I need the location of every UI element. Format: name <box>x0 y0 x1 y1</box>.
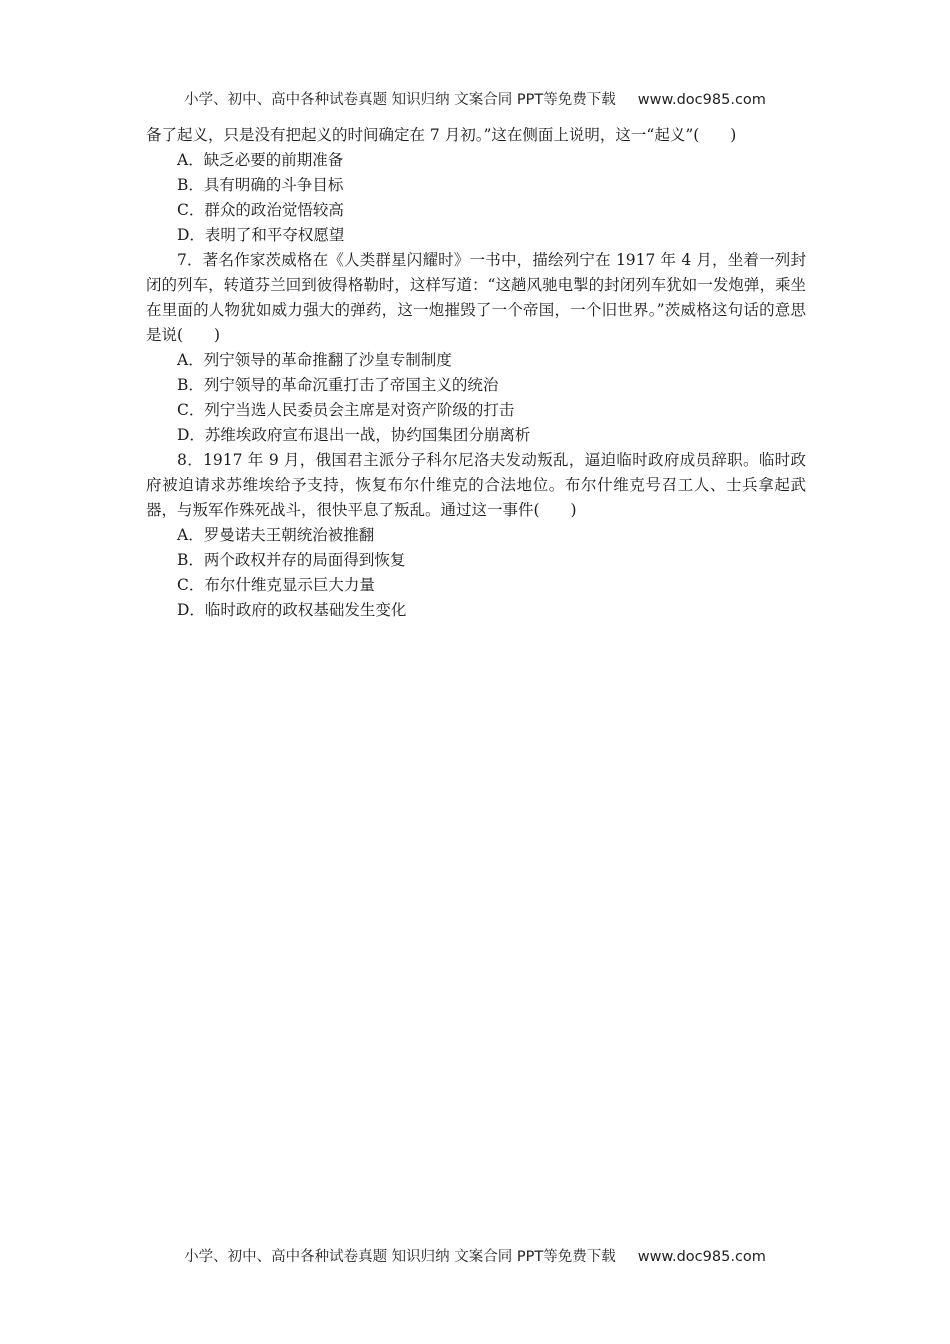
question-8-stem: 8．1917 年 9 月，俄国君主派分子科尔尼洛夫发动叛乱，逼迫临时政府成员辞职。临时政府被迫请求苏维埃给予支持，恢复布尔什维克的合法地位。布尔什维克号召工人、士兵拿起武器，与叛军作殊死战斗，很快平息了叛乱。通过这一事件( ) <box>146 451 806 519</box>
page-header <box>0 88 950 109</box>
question-7-option-c: C．列宁当选人民委员会主席是对资产阶级的打击 <box>177 401 515 419</box>
question-7-option-a: A．列宁领导的革命推翻了沙皇专制制度 <box>177 351 452 369</box>
question-6 <box>146 123 806 248</box>
question-8-option-d: D．临时政府的政权基础发生变化 <box>177 601 407 619</box>
footer-text: 小学、初中、高中各种试卷真题 知识归纳 文案合同 PPT等免费下载 <box>184 1249 616 1265</box>
footer-url[interactable]: www.doc985.com <box>637 1249 766 1265</box>
question-6-option-a: A．缺乏必要的前期准备 <box>177 151 344 169</box>
question-6-stem-continued: 备了起义，只是没有把起义的时间确定在 7 月初。”这在侧面上说明，这一“起义”( ) <box>146 126 737 144</box>
question-7-option-b: B．列宁领导的革命沉重打击了帝国主义的统治 <box>177 376 499 394</box>
question-8-option-c: C．布尔什维克显示巨大力量 <box>177 576 375 594</box>
question-6-option-b: B．具有明确的斗争目标 <box>177 176 344 194</box>
header-text: 小学、初中、高中各种试卷真题 知识归纳 文案合同 PPT等免费下载 <box>184 92 616 108</box>
header-url[interactable]: www.doc985.com <box>637 92 766 108</box>
question-7-option-d: D．苏维埃政府宣布退出一战，协约国集团分崩离析 <box>177 426 531 444</box>
question-8 <box>146 448 806 623</box>
page-footer <box>0 1245 950 1266</box>
question-7 <box>146 248 806 448</box>
question-7-stem: 7．著名作家茨威格在《人类群星闪耀时》一书中，描绘列宁在 1917 年 4 月，坐着一列封闭的列车，转道芬兰回到彼得格勒时，这样写道：“这趟风驰电掣的封闭列车犹如一发炮弹，乘坐在里面的人物犹如威力强大的弹药，这一炮摧毁了一个帝国，一个旧世界。”茨威格这句话的意思是说( ) <box>146 251 806 344</box>
question-8-option-b: B．两个政权并存的局面得到恢复 <box>177 551 406 569</box>
question-6-option-c: C．群众的政治觉悟较高 <box>177 201 344 219</box>
question-6-option-d: D．表明了和平夺权愿望 <box>177 226 345 244</box>
document-body <box>146 123 806 623</box>
question-8-option-a: A．罗曼诺夫王朝统治被推翻 <box>177 526 375 544</box>
